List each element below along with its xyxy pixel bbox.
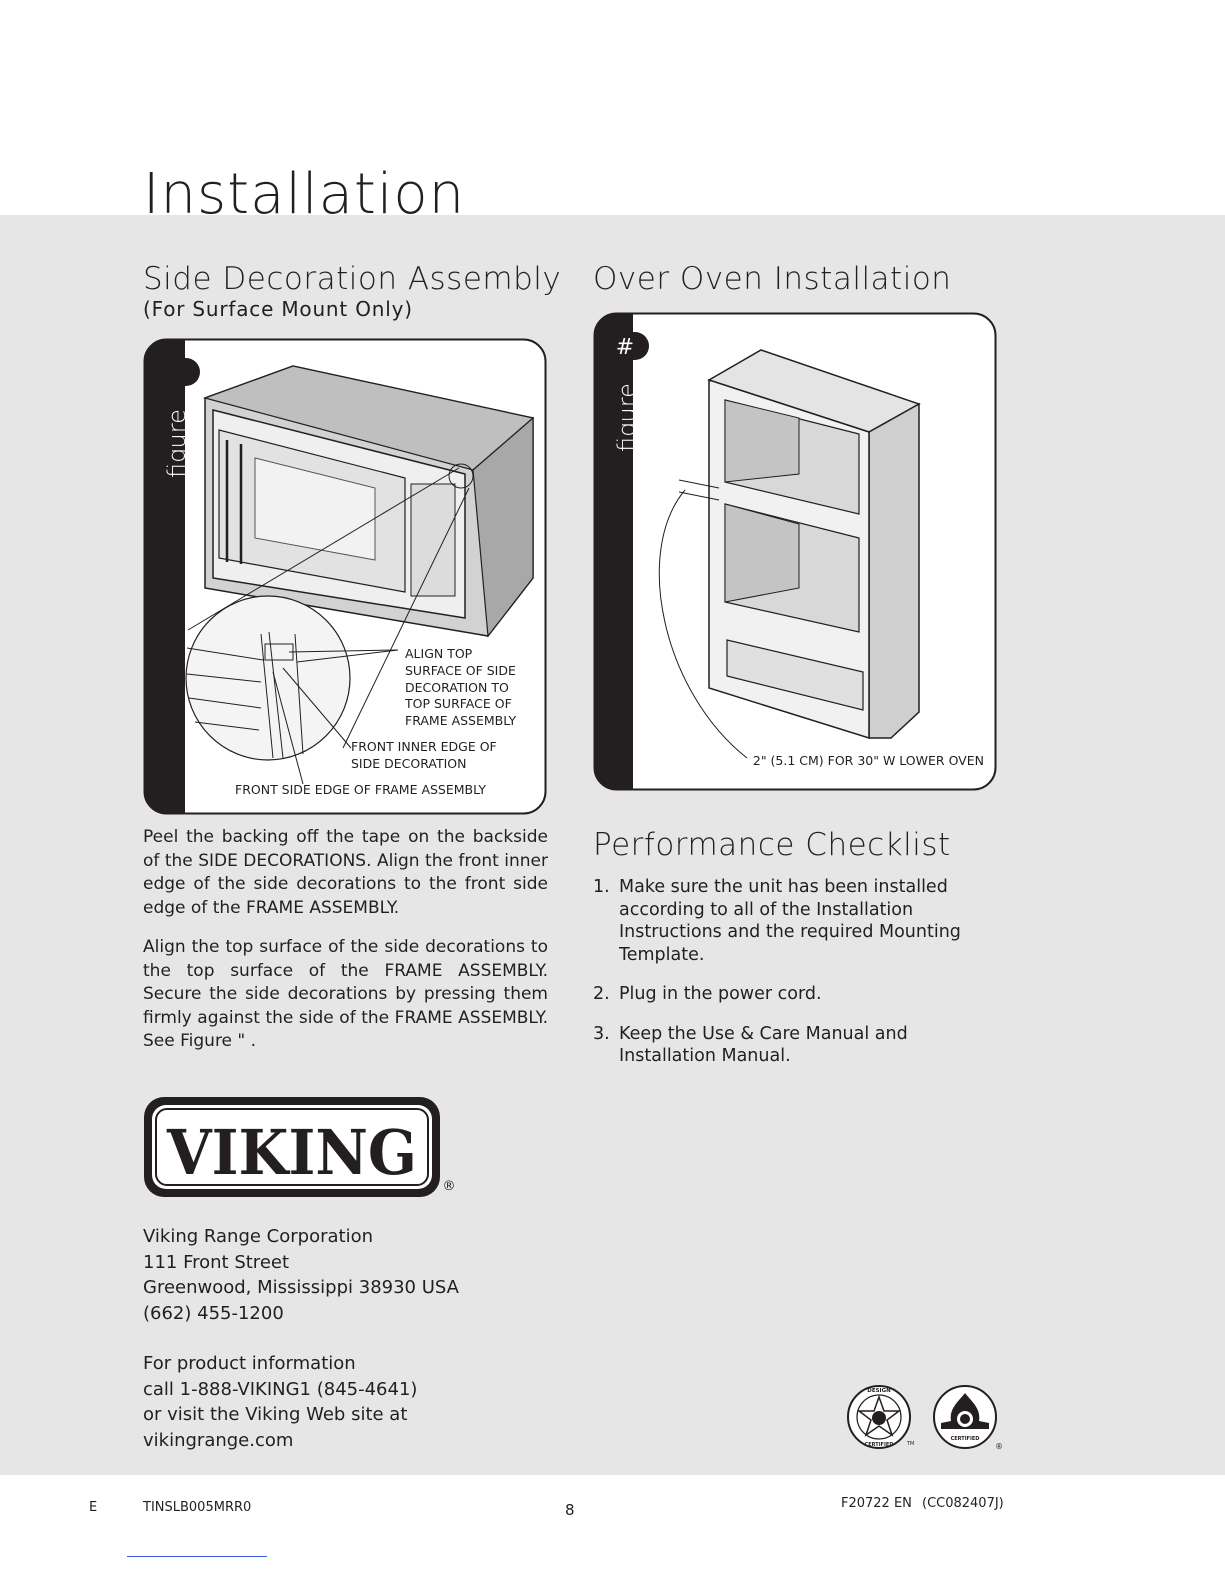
info-line: For product information [143, 1353, 356, 1374]
performance-checklist [593, 876, 1003, 1085]
figure-number: # [615, 335, 635, 360]
side-decoration-figure [143, 338, 548, 816]
seal-text: CERTIFIED [864, 1442, 894, 1448]
footer-language: E [89, 1500, 98, 1515]
performance-checklist-heading: Performance Checklist [593, 827, 951, 863]
seal-text: CERTIFIED [950, 1436, 980, 1442]
checklist-item-text: Make sure the unit has been installed according to all of the Installation Instructions and the required Mounting Template. [619, 877, 961, 965]
footer-form-number: F20722 EN [841, 1496, 912, 1511]
side-decoration-subheading: (For Surface Mount Only) [143, 297, 413, 321]
page-title: Installation [143, 162, 466, 227]
checklist-item-number: 3. [593, 1023, 610, 1044]
figure-label: figure [613, 383, 641, 452]
address-line: (662) 455-1200 [143, 1302, 284, 1324]
callout-align-line-5: FRAME ASSEMBLY [405, 713, 517, 728]
checklist-item-text: Keep the Use & Care Manual and Installation Manual. [619, 1023, 908, 1066]
callout-align-line-3: DECORATION TO [405, 680, 509, 695]
callout-align-line-2: SURFACE OF SIDE [405, 663, 516, 678]
logo-text: VIKING [166, 1116, 417, 1189]
viking-logo [143, 1096, 461, 1202]
company-address [143, 1224, 459, 1453]
page-number: 8 [565, 1501, 575, 1519]
figure-label: figure [163, 409, 191, 478]
design-certified-seal [848, 1386, 914, 1448]
registered-mark: ® [442, 1179, 456, 1194]
callout-align-line-1: ALIGN TOP [405, 646, 473, 661]
figure-number: " [183, 347, 195, 372]
over-oven-figure [593, 312, 998, 792]
checklist-item [593, 983, 1003, 1006]
callout-align-line-4: TOP SURFACE OF [405, 696, 512, 711]
callout-inner-edge-line-2: SIDE DECORATION [351, 756, 467, 771]
registered-mark: ® [995, 1442, 1003, 1451]
side-decoration-paragraph-2: Align the top surface of the side decorations to the top surface of the FRAME ASSEMBLY. Secure the side decorations by pressing them firmly against the side of the FRAME ASSEMBLY. See Figure " . [143, 937, 548, 1051]
website-link[interactable]: vikingrange.com [143, 1429, 294, 1451]
trademark-mark: TM [907, 1441, 915, 1447]
seal-text: DESIGN [867, 1388, 891, 1394]
callout-side-edge: FRONT SIDE EDGE OF FRAME ASSEMBLY [235, 782, 487, 797]
side-decoration-illustration [143, 338, 548, 816]
link-underline [127, 1556, 267, 1557]
gas-certified-seal [934, 1386, 1003, 1451]
address-line: 111 Front Street [143, 1251, 290, 1273]
checklist-item [593, 876, 1003, 966]
info-line: or visit the Viking Web site at [143, 1404, 408, 1425]
checklist-item-text: Plug in the power cord. [619, 984, 822, 1004]
footer-doc-code: TINSLB005MRR0 [143, 1500, 252, 1515]
checklist-item-number: 2. [593, 984, 610, 1004]
dimension-label: 2" (5.1 CM) FOR 30" W LOWER OVEN [752, 753, 984, 768]
over-oven-heading: Over Oven Installation [593, 261, 952, 297]
over-oven-illustration [593, 312, 998, 792]
footer-revision: (CC082407J) [922, 1496, 1004, 1511]
address-line: Greenwood, Mississippi 38930 USA [143, 1277, 459, 1298]
callout-inner-edge-line-1: FRONT INNER EDGE OF [351, 739, 497, 754]
side-decoration-heading: Side Decoration Assembly [143, 261, 562, 297]
side-decoration-paragraph-1: Peel the backing off the tape on the backside of the SIDE DECORATIONS. Align the front inner edge of the side decorations to the front side edge of the FRAME ASSEMBLY. [143, 827, 548, 918]
checklist-item-number: 1. [593, 877, 610, 897]
address-line: Viking Range Corporation [143, 1226, 374, 1247]
checklist-item [593, 1023, 1003, 1068]
info-line: call 1-888-VIKING1 (845-4641) [143, 1378, 418, 1400]
certification-seals [845, 1383, 1005, 1453]
